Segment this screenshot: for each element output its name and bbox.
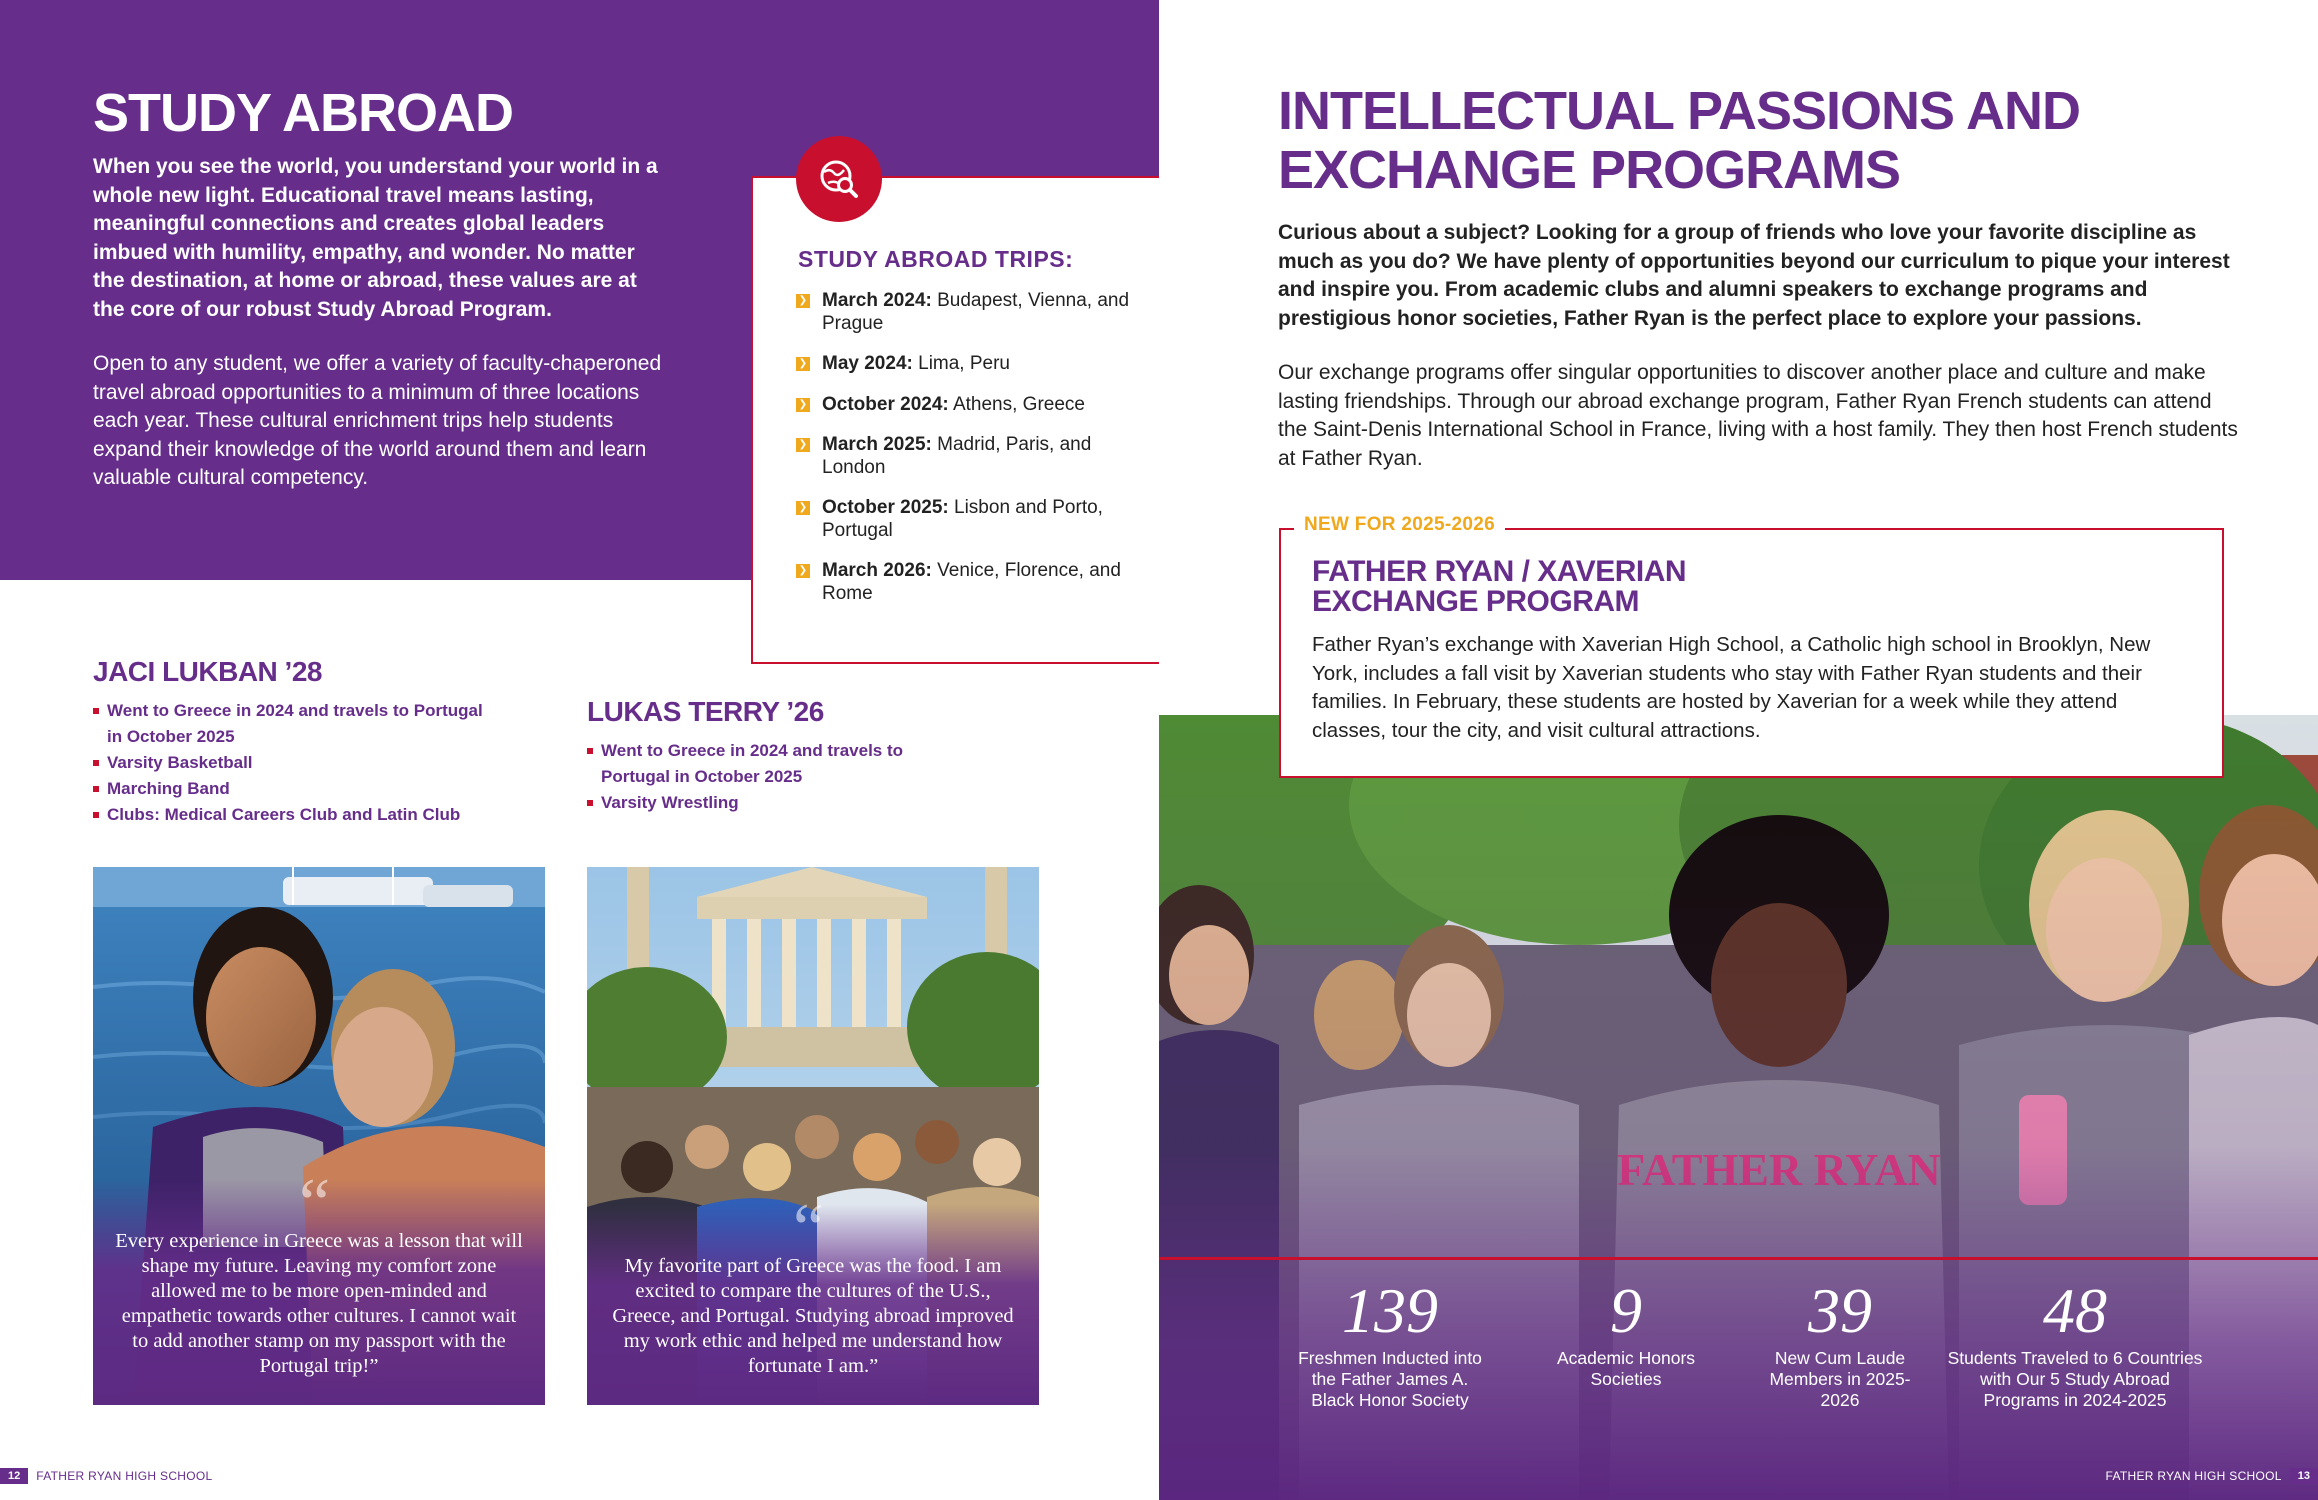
trip-item <box>796 353 1136 376</box>
stat-item <box>1546 1276 1706 1390</box>
trip-date: March 2025: <box>822 434 932 455</box>
globe-search-icon <box>796 136 882 222</box>
trip-place: Lisbon and Porto, Portugal <box>822 497 1103 541</box>
new-badge: NEW FOR 2025-2026 <box>1294 514 1505 536</box>
chevron-right-icon: ❯ <box>796 501 810 515</box>
student-name: JACI LUKBAN ’28 <box>93 656 322 687</box>
chevron-right-icon: ❯ <box>796 357 810 371</box>
student-quote: “ Every experience in Greece was a lesson that will shape my future. Leaving my comfort zone allowed me to be more open-minded and empathetic towards other cultures. I cannot wait to add another stamp on my passport with the Portugal trip!” <box>93 1179 545 1405</box>
trip-date: March 2024: <box>822 290 932 311</box>
footer-school: FATHER RYAN HIGH SCHOOL <box>2105 1469 2282 1483</box>
stat-number: 48 <box>2043 1275 2107 1346</box>
stat-label: Students Traveled to 6 Countries with Our 5 Study Abroad Programs in 2024-2025 <box>1947 1348 2203 1410</box>
stat-item <box>1765 1276 1915 1411</box>
trip-item <box>796 394 1136 417</box>
fact-item: Marching Band <box>93 776 493 802</box>
stat-number: 39 <box>1808 1275 1872 1346</box>
stat-label: Academic Honors Societies <box>1556 1348 1696 1389</box>
quote-icon: “ <box>793 1190 825 1267</box>
intro-lead: Curious about a subject? Looking for a group of friends who love your favorite discipline as much as you do? We have plenty of opportunities beyond our curriculum to pique your interest and inspire you. From academic clubs and alumni speakers to exchange programs and prestigious honor societies, Father Ryan is the perfect place to explore your passions. <box>1278 221 2230 330</box>
page-number: 12 <box>0 1468 28 1484</box>
page-title: STUDY ABROAD <box>93 83 514 143</box>
stat-item <box>1940 1276 2210 1411</box>
stat-label: New Cum Laude Members in 2025-2026 <box>1769 1348 1911 1410</box>
footer-right <box>2105 1467 2318 1485</box>
student-facts <box>587 738 967 816</box>
student-photo-jaci <box>93 867 545 1405</box>
trip-date: October 2025: <box>822 497 949 518</box>
divider <box>1159 1257 2318 1260</box>
intro-body: Open to any student, we offer a variety of faculty-chaperoned travel abroad opportunities to a minimum of three locations each year. These cultural enrichment trips help students expand their knowledge of the world around them and learn valuable cultural competency. <box>93 352 662 489</box>
student-quote: “ My favorite part of Greece was the food. I am excited to compare the cultures of the U.S., Greece, and Portugal. Studying abroad improved my work ethic and helped me understand how fortunate I am.” <box>587 1204 1039 1405</box>
fact-item: Went to Greece in 2024 and travels to Portugal in October 2025 <box>93 698 493 750</box>
trips-heading: STUDY ABROAD TRIPS: <box>798 246 1074 272</box>
footer-school: FATHER RYAN HIGH SCHOOL <box>36 1469 213 1483</box>
fact-item: Clubs: Medical Careers Club and Latin Club <box>93 802 493 828</box>
fact-item: Varsity Basketball <box>93 750 493 776</box>
trip-date: March 2026: <box>822 560 932 581</box>
trip-place: Lima, Peru <box>918 353 1010 374</box>
fact-item: Varsity Wrestling <box>587 790 967 816</box>
chevron-right-icon: ❯ <box>796 398 810 412</box>
trip-item <box>796 560 1136 605</box>
trip-place: Budapest, Vienna, and Prague <box>822 290 1130 334</box>
intro-body: Our exchange programs offer singular opportunities to discover another place and culture and make lasting friendships. Through our abroad exchange program, Father Ryan French students can attend the Saint-Denis International School in France, living with a host family. They then host French students at Father Ryan. <box>1278 361 2238 470</box>
trip-item <box>796 290 1136 335</box>
trips-list <box>796 290 1136 623</box>
stat-number: 139 <box>1342 1275 1438 1346</box>
trip-date: May 2024: <box>822 353 913 374</box>
stat-label: Freshmen Inducted into the Father James A. Black Honor Society <box>1298 1348 1482 1410</box>
exchange-title: FATHER RYAN / XAVERIAN EXCHANGE PROGRAM <box>1312 555 1687 618</box>
chevron-right-icon: ❯ <box>796 564 810 578</box>
page-number: 13 <box>2290 1468 2318 1484</box>
trip-item <box>796 497 1136 542</box>
trip-date: October 2024: <box>822 393 949 415</box>
chevron-right-icon: ❯ <box>796 438 810 452</box>
quote-icon: “ <box>299 1165 331 1242</box>
trip-item <box>796 434 1136 479</box>
stat-number: 9 <box>1610 1275 1642 1346</box>
student-photo-lukas <box>587 867 1039 1405</box>
stat-item <box>1290 1276 1490 1411</box>
intro-lead: When you see the world, you understand your world in a whole new light. Educational travel means lasting, meaningful connections and creates global leaders imbued with humility, empathy, and wonder. No matter the destination, at home or abroad, these values are at the core of our robust Study Abroad Program. <box>93 155 658 321</box>
trip-place: Madrid, Paris, and London <box>822 434 1092 478</box>
footer-left <box>0 1467 213 1485</box>
trip-place: Athens, Greece <box>952 393 1085 415</box>
fact-item: Went to Greece in 2024 and travels to Portugal in October 2025 <box>587 738 967 790</box>
chevron-right-icon: ❯ <box>796 294 810 308</box>
student-name: LUKAS TERRY ’26 <box>587 696 824 727</box>
student-facts <box>93 698 493 828</box>
page-title: INTELLECTUAL PASSIONS AND EXCHANGE PROGRAMS <box>1278 81 2081 200</box>
trip-place: Venice, Florence, and Rome <box>822 560 1121 604</box>
exchange-body: Father Ryan’s exchange with Xaverian High School, a Catholic high school in Brooklyn, New York, includes a fall visit by Xaverian students who stay with Father Ryan students and their families. In February, these students are hosted by Xaverian for a week while they attend classes, tour the city, and visit cultural attractions. <box>1312 633 2151 742</box>
